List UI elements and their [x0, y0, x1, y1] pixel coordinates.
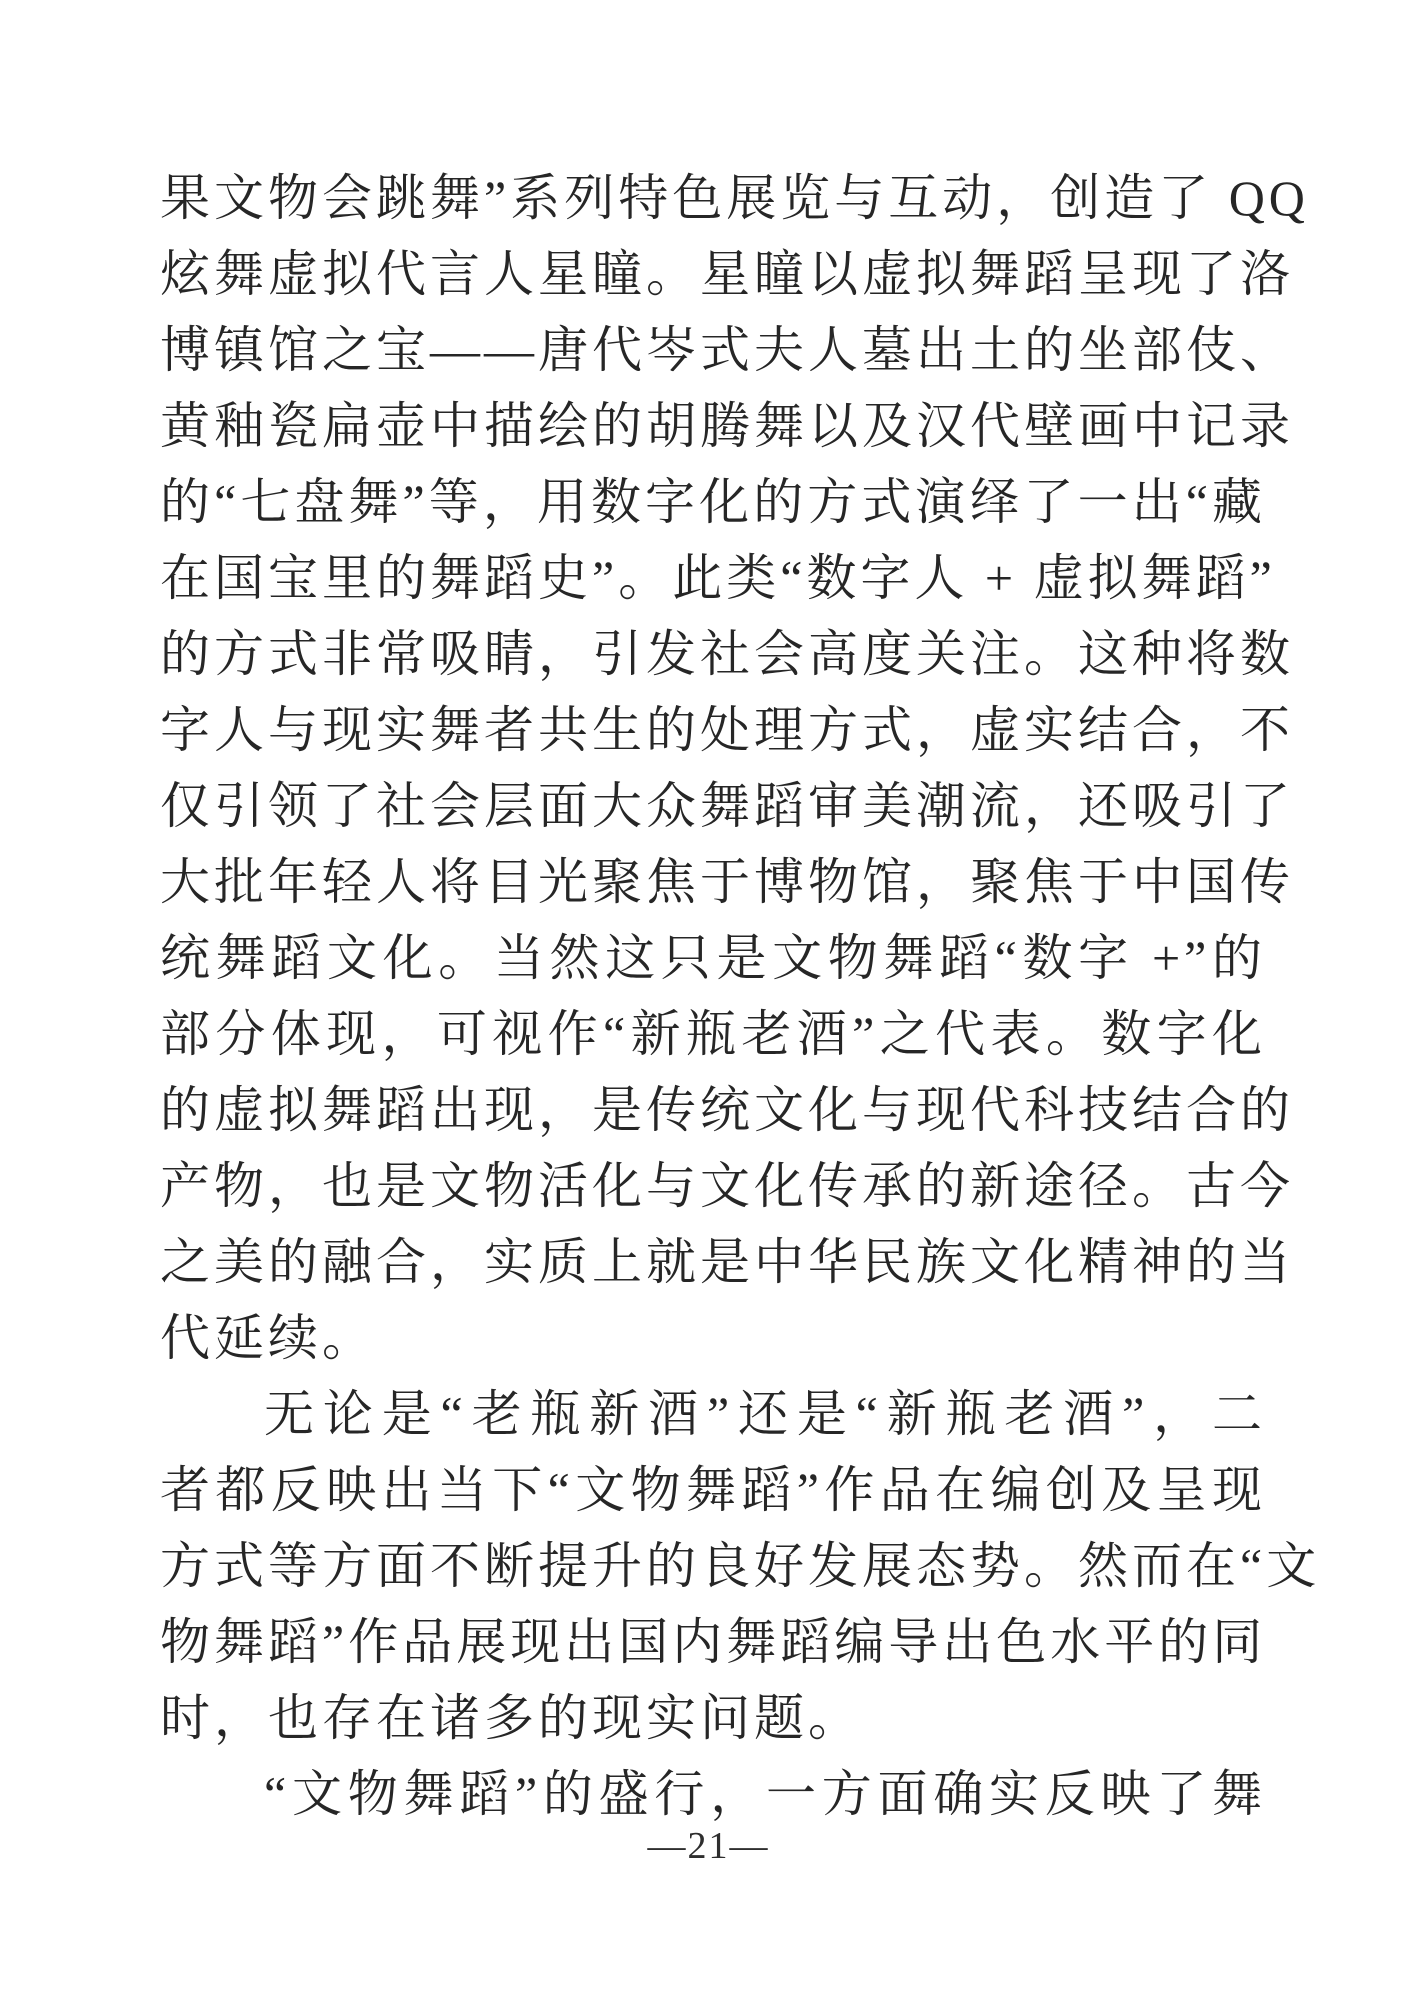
- text-line: 方式等方面不断提升的良好发展态势。然而在“文: [160, 1538, 1321, 1594]
- text-line: 之美的融合，实质上就是中华民族文化精神的当: [160, 1234, 1294, 1290]
- text-line: 部分体现，可视作“新瓶老酒”之代表。数字化: [160, 1006, 1266, 1062]
- text-line: 字人与现实舞者共生的处理方式，虚实结合，不: [160, 702, 1294, 758]
- text-line: 的方式非常吸睛，引发社会高度关注。这种将数: [160, 626, 1294, 682]
- text-line: 大批年轻人将目光聚焦于博物馆，聚焦于中国传: [160, 854, 1294, 910]
- text-line: 物舞蹈”作品展现出国内舞蹈编导出色水平的同: [160, 1614, 1267, 1670]
- text-line: 黄釉瓷扁壶中描绘的胡腾舞以及汉代壁画中记录: [160, 398, 1294, 454]
- text-line: 仅引领了社会层面大众舞蹈审美潮流，还吸引了: [160, 778, 1294, 834]
- text-line: 产物，也是文物活化与文化传承的新途径。古今: [160, 1158, 1294, 1214]
- text-line: 博镇馆之宝——唐代岑式夫人墓出土的坐部伎、: [160, 322, 1294, 378]
- text-line: 在国宝里的舞蹈史”。此类“数字人 + 虚拟舞蹈”: [160, 550, 1276, 606]
- text-line: 者都反映出当下“文物舞蹈”作品在编创及呈现: [160, 1462, 1266, 1518]
- text-line: 的“七盘舞”等，用数字化的方式演绎了一出“藏: [160, 474, 1266, 530]
- text-line: 无论是“老瓶新酒”还是“新瓶老酒”，二: [264, 1386, 1266, 1442]
- text-line: 时，也存在诸多的现实问题。: [160, 1690, 862, 1746]
- text-block: [160, 160, 1321, 1832]
- text-line: 代延续。: [160, 1310, 376, 1366]
- text-line: 炫舞虚拟代言人星瞳。星瞳以虚拟舞蹈呈现了洛: [160, 246, 1294, 302]
- text-line: 统舞蹈文化。当然这只是文物舞蹈“数字 +”的: [160, 930, 1266, 986]
- text-line: 果文物会跳舞”系列特色展览与互动，创造了 QQ: [160, 170, 1309, 226]
- text-line: “文物舞蹈”的盛行，一方面确实反映了舞: [264, 1766, 1266, 1822]
- text-line: 的虚拟舞蹈出现，是传统文化与现代科技结合的: [160, 1082, 1294, 1138]
- page-number: —21—: [647, 1825, 770, 1867]
